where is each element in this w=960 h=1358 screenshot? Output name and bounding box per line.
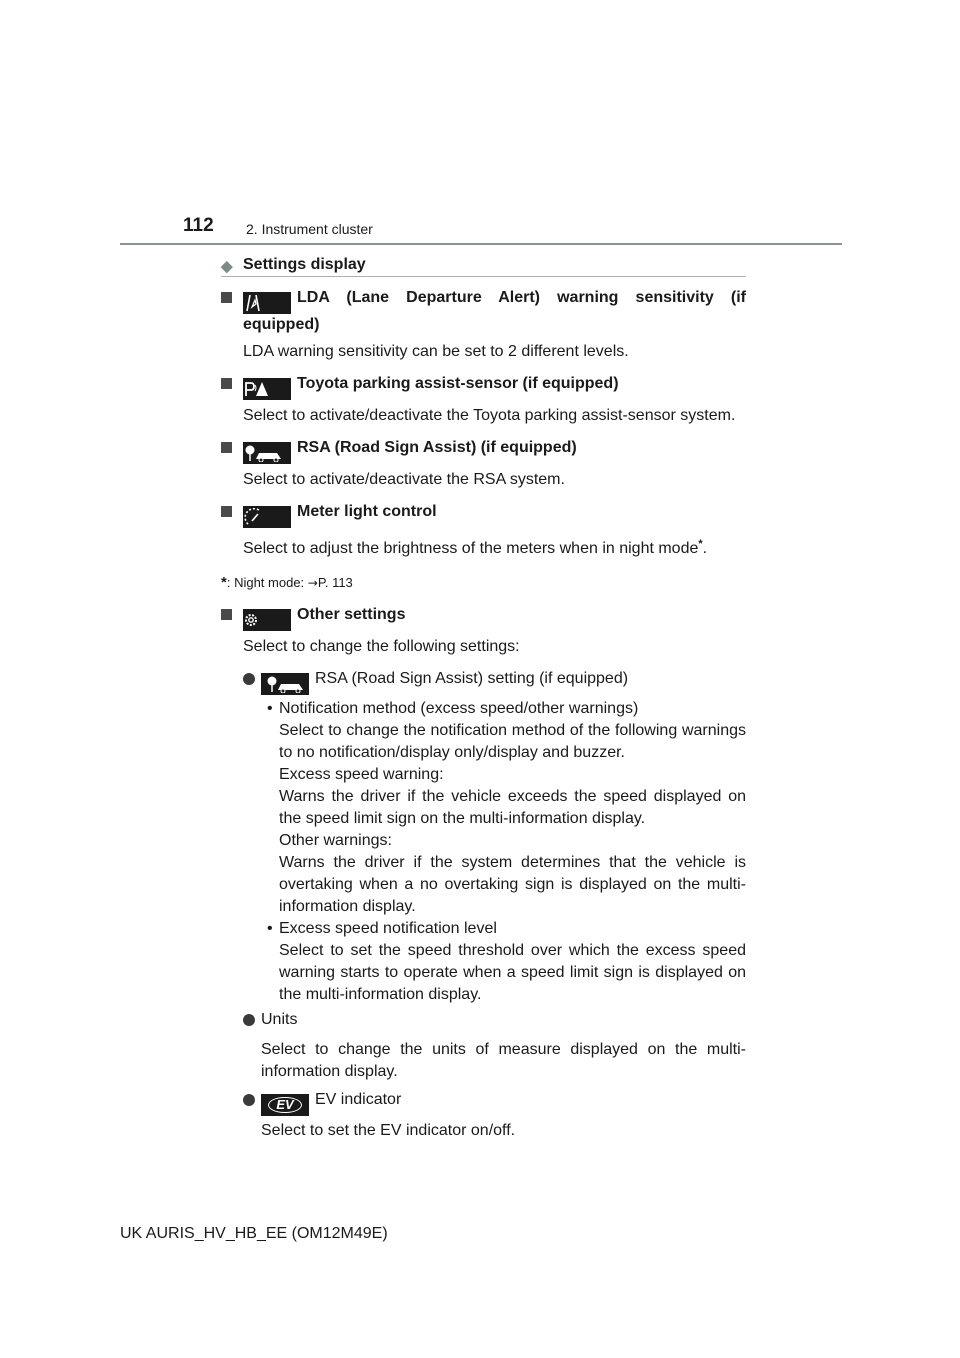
subheading-text: Settings display [243,256,366,273]
parking-assist-sensor-icon [243,378,291,400]
lda-lane-departure-icon [243,292,291,314]
item-title-text: LDA (Lane Departure Alert) warning sensitivity (if equipped) [243,289,746,333]
meter-light-control-icon [243,506,291,528]
square-bullet-icon [221,609,232,620]
item-title-text: Meter light control [297,503,437,520]
arrow-right-icon: → [307,576,318,590]
item-desc: Select to activate/deactivate the Toyota parking assist-sensor system. [243,407,736,424]
bullet-list [221,698,746,1006]
rsa-road-sign-assist-icon [261,673,309,695]
sub-item-desc: Select to change the units of measure displayed on the multi-information display. [261,1041,746,1080]
header-rule [120,243,842,245]
item-title-text: Other settings [297,606,406,623]
page-number: 112 [183,215,214,236]
diamond-icon: ◆ [221,258,233,275]
item-desc: LDA warning sensitivity can be set to 2 different levels. [243,343,629,360]
sub-item-ev [221,1089,746,1116]
ev-indicator-icon: EV [261,1094,309,1116]
item-meter-light [221,501,746,560]
item-desc: Select to adjust the brightness of the meters when in night mode*. [243,538,708,557]
list-item: • Excess speed notification level Select to set the speed threshold over which the excess speed warning starts to operate when a speed limit sign is displayed on the multi-information display. [267,920,746,1003]
item-desc: Select to activate/deactivate the RSA system. [243,471,565,488]
sub-item-units [221,1009,746,1031]
item-lda [221,287,746,363]
section-title: 2. Instrument cluster [246,221,373,237]
subheading [221,252,746,277]
circle-bullet-icon [243,1094,255,1106]
sub-item-label: EV indicator [315,1091,402,1108]
item-title-text: Toyota parking assist-sensor (if equipped) [297,375,619,392]
sub-item-desc: Select to set the EV indicator on/off. [261,1122,516,1139]
square-bullet-icon [221,442,232,453]
gear-settings-icon [243,609,291,631]
model-code: UK AURIS_HV_HB_EE (OM12M49E) [120,1225,388,1242]
circle-bullet-icon [243,673,255,685]
item-other-settings [221,604,746,1142]
sub-item-rsa-setting [221,668,746,695]
footnote: *: Night mode: →P. 113 [221,574,353,591]
rsa-road-sign-assist-icon [243,442,291,464]
item-desc: Select to change the following settings: [243,638,520,655]
list-item: • Notification method (excess speed/other warnings) Select to change the notification method of the following warnings to no notification/display only/display and buzzer. Excess speed warning: Warns the driver if the vehicle exceeds the speed displayed on the speed limit sign on the multi-information display. Other warnings: Warns the driver if the system determines that the vehicle is overtaking when a no overtaking sign is displayed on the multi-information display. [267,700,746,915]
page-reference: P. 113 [317,575,353,590]
item-rsa [221,437,746,491]
square-bullet-icon [221,292,232,303]
circle-bullet-icon [243,1014,255,1026]
square-bullet-icon [221,506,232,517]
page-content [221,252,746,1142]
sub-item-label: Units [261,1011,298,1028]
sub-item-label: RSA (Road Sign Assist) setting (if equipped) [315,670,629,687]
item-parking-assist [221,373,746,427]
item-title-text: RSA (Road Sign Assist) (if equipped) [297,439,577,456]
square-bullet-icon [221,378,232,389]
